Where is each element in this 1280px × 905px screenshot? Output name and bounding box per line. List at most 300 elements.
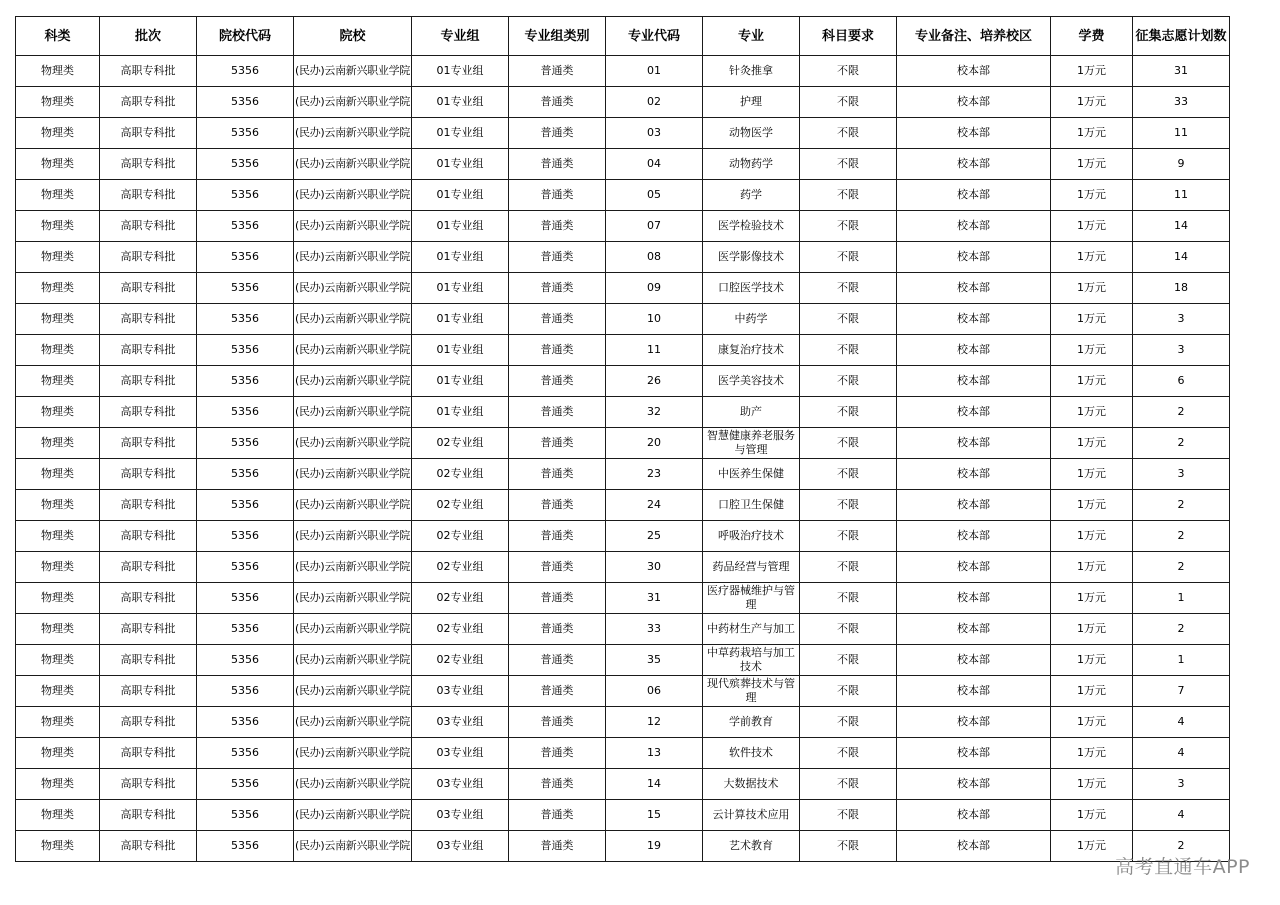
cell-subject: 物理类 (16, 831, 100, 862)
cell-requirement: 不限 (800, 149, 897, 180)
table-row (16, 87, 1230, 118)
table-row (16, 583, 1230, 614)
cell-requirement: 不限 (800, 645, 897, 676)
cell-campus: 校本部 (897, 521, 1051, 552)
cell-school: (民办)云南新兴职业学院 (294, 676, 412, 707)
cell-requirement: 不限 (800, 211, 897, 242)
cell-campus: 校本部 (897, 738, 1051, 769)
cell-tuition: 1万元 (1051, 676, 1133, 707)
table-row (16, 304, 1230, 335)
cell-plan: 2 (1133, 397, 1230, 428)
cell-subject: 物理类 (16, 149, 100, 180)
cell-group-type: 普通类 (509, 211, 606, 242)
col-header-batch: 批次 (100, 17, 197, 56)
cell-requirement: 不限 (800, 397, 897, 428)
cell-group-type: 普通类 (509, 521, 606, 552)
cell-subject: 物理类 (16, 800, 100, 831)
cell-school: (民办)云南新兴职业学院 (294, 831, 412, 862)
cell-group-type: 普通类 (509, 552, 606, 583)
cell-tuition: 1万元 (1051, 428, 1133, 459)
cell-plan: 33 (1133, 87, 1230, 118)
cell-major-code: 01 (606, 56, 703, 87)
cell-campus: 校本部 (897, 180, 1051, 211)
cell-major: 动物药学 (703, 149, 800, 180)
cell-tuition: 1万元 (1051, 769, 1133, 800)
cell-tuition: 1万元 (1051, 459, 1133, 490)
cell-subject: 物理类 (16, 273, 100, 304)
cell-requirement: 不限 (800, 521, 897, 552)
cell-major: 口腔卫生保健 (703, 490, 800, 521)
col-header-tuition: 学费 (1051, 17, 1133, 56)
cell-requirement: 不限 (800, 304, 897, 335)
cell-school: (民办)云南新兴职业学院 (294, 242, 412, 273)
cell-major-code: 07 (606, 211, 703, 242)
cell-group-type: 普通类 (509, 118, 606, 149)
cell-campus: 校本部 (897, 118, 1051, 149)
cell-group: 01专业组 (412, 87, 509, 118)
cell-school: (民办)云南新兴职业学院 (294, 211, 412, 242)
cell-school: (民办)云南新兴职业学院 (294, 521, 412, 552)
cell-major-code: 10 (606, 304, 703, 335)
cell-batch: 高职专科批 (100, 676, 197, 707)
cell-major: 医学检验技术 (703, 211, 800, 242)
cell-tuition: 1万元 (1051, 707, 1133, 738)
cell-batch: 高职专科批 (100, 645, 197, 676)
cell-school: (民办)云南新兴职业学院 (294, 707, 412, 738)
cell-group-type: 普通类 (509, 335, 606, 366)
cell-school-code: 5356 (197, 676, 294, 707)
cell-subject: 物理类 (16, 335, 100, 366)
cell-group: 03专业组 (412, 738, 509, 769)
cell-major-code: 25 (606, 521, 703, 552)
table-row (16, 738, 1230, 769)
cell-subject: 物理类 (16, 738, 100, 769)
cell-subject: 物理类 (16, 180, 100, 211)
cell-plan: 11 (1133, 180, 1230, 211)
cell-tuition: 1万元 (1051, 335, 1133, 366)
table-row (16, 366, 1230, 397)
table-header (16, 17, 1230, 56)
cell-subject: 物理类 (16, 87, 100, 118)
cell-requirement: 不限 (800, 273, 897, 304)
cell-subject: 物理类 (16, 769, 100, 800)
cell-tuition: 1万元 (1051, 118, 1133, 149)
cell-group-type: 普通类 (509, 769, 606, 800)
cell-requirement: 不限 (800, 769, 897, 800)
cell-school: (民办)云南新兴职业学院 (294, 428, 412, 459)
cell-major-code: 33 (606, 614, 703, 645)
cell-major-code: 06 (606, 676, 703, 707)
cell-subject: 物理类 (16, 242, 100, 273)
cell-batch: 高职专科批 (100, 490, 197, 521)
cell-group-type: 普通类 (509, 831, 606, 862)
cell-major: 现代殡葬技术与管理 (703, 676, 800, 707)
cell-group-type: 普通类 (509, 304, 606, 335)
cell-subject: 物理类 (16, 459, 100, 490)
cell-school-code: 5356 (197, 769, 294, 800)
cell-group: 03专业组 (412, 769, 509, 800)
cell-school: (民办)云南新兴职业学院 (294, 583, 412, 614)
cell-school: (民办)云南新兴职业学院 (294, 366, 412, 397)
cell-major: 药品经营与管理 (703, 552, 800, 583)
cell-tuition: 1万元 (1051, 738, 1133, 769)
col-header-group-type: 专业组类别 (509, 17, 606, 56)
cell-major-code: 30 (606, 552, 703, 583)
cell-campus: 校本部 (897, 242, 1051, 273)
table-row (16, 769, 1230, 800)
cell-school-code: 5356 (197, 366, 294, 397)
cell-requirement: 不限 (800, 490, 897, 521)
cell-group: 02专业组 (412, 614, 509, 645)
cell-batch: 高职专科批 (100, 769, 197, 800)
table-row (16, 56, 1230, 87)
cell-batch: 高职专科批 (100, 614, 197, 645)
cell-group: 03专业组 (412, 707, 509, 738)
cell-major-code: 11 (606, 335, 703, 366)
cell-school-code: 5356 (197, 645, 294, 676)
cell-batch: 高职专科批 (100, 335, 197, 366)
cell-batch: 高职专科批 (100, 56, 197, 87)
cell-group-type: 普通类 (509, 645, 606, 676)
cell-school: (民办)云南新兴职业学院 (294, 304, 412, 335)
cell-school: (民办)云南新兴职业学院 (294, 738, 412, 769)
table-row (16, 521, 1230, 552)
cell-school: (民办)云南新兴职业学院 (294, 769, 412, 800)
cell-requirement: 不限 (800, 707, 897, 738)
cell-group: 01专业组 (412, 366, 509, 397)
table-row (16, 428, 1230, 459)
cell-plan: 11 (1133, 118, 1230, 149)
cell-school-code: 5356 (197, 738, 294, 769)
col-header-school: 院校 (294, 17, 412, 56)
cell-campus: 校本部 (897, 552, 1051, 583)
admission-plan-sheet (15, 16, 1230, 862)
cell-major-code: 15 (606, 800, 703, 831)
cell-school-code: 5356 (197, 180, 294, 211)
cell-tuition: 1万元 (1051, 56, 1133, 87)
cell-major: 康复治疗技术 (703, 335, 800, 366)
cell-batch: 高职专科批 (100, 87, 197, 118)
cell-requirement: 不限 (800, 87, 897, 118)
cell-plan: 4 (1133, 707, 1230, 738)
cell-requirement: 不限 (800, 335, 897, 366)
cell-school-code: 5356 (197, 614, 294, 645)
cell-campus: 校本部 (897, 335, 1051, 366)
cell-group: 01专业组 (412, 211, 509, 242)
cell-major-code: 35 (606, 645, 703, 676)
cell-batch: 高职专科批 (100, 273, 197, 304)
cell-school-code: 5356 (197, 831, 294, 862)
cell-major: 医学美容技术 (703, 366, 800, 397)
cell-major: 艺术教育 (703, 831, 800, 862)
cell-requirement: 不限 (800, 180, 897, 211)
cell-major-code: 12 (606, 707, 703, 738)
col-header-campus: 专业备注、培养校区 (897, 17, 1051, 56)
table-row (16, 397, 1230, 428)
cell-school-code: 5356 (197, 56, 294, 87)
cell-batch: 高职专科批 (100, 428, 197, 459)
cell-campus: 校本部 (897, 366, 1051, 397)
cell-subject: 物理类 (16, 645, 100, 676)
col-header-subject: 科类 (16, 17, 100, 56)
cell-requirement: 不限 (800, 459, 897, 490)
cell-school: (民办)云南新兴职业学院 (294, 180, 412, 211)
cell-major: 护理 (703, 87, 800, 118)
cell-group: 03专业组 (412, 831, 509, 862)
cell-campus: 校本部 (897, 831, 1051, 862)
cell-major-code: 02 (606, 87, 703, 118)
cell-major-code: 08 (606, 242, 703, 273)
cell-major: 助产 (703, 397, 800, 428)
cell-requirement: 不限 (800, 366, 897, 397)
cell-plan: 9 (1133, 149, 1230, 180)
cell-group: 02专业组 (412, 459, 509, 490)
cell-subject: 物理类 (16, 614, 100, 645)
cell-batch: 高职专科批 (100, 583, 197, 614)
cell-group: 02专业组 (412, 428, 509, 459)
cell-plan: 2 (1133, 614, 1230, 645)
col-header-plan: 征集志愿计划数 (1133, 17, 1230, 56)
cell-campus: 校本部 (897, 211, 1051, 242)
cell-campus: 校本部 (897, 645, 1051, 676)
cell-group: 03专业组 (412, 800, 509, 831)
cell-school-code: 5356 (197, 428, 294, 459)
cell-subject: 物理类 (16, 707, 100, 738)
cell-school-code: 5356 (197, 242, 294, 273)
cell-major: 智慧健康养老服务与管理 (703, 428, 800, 459)
cell-plan: 4 (1133, 800, 1230, 831)
cell-group: 01专业组 (412, 304, 509, 335)
col-header-requirement: 科目要求 (800, 17, 897, 56)
cell-tuition: 1万元 (1051, 211, 1133, 242)
cell-subject: 物理类 (16, 397, 100, 428)
cell-batch: 高职专科批 (100, 831, 197, 862)
cell-school: (民办)云南新兴职业学院 (294, 800, 412, 831)
cell-campus: 校本部 (897, 428, 1051, 459)
cell-requirement: 不限 (800, 614, 897, 645)
cell-requirement: 不限 (800, 118, 897, 149)
cell-major: 呼吸治疗技术 (703, 521, 800, 552)
cell-tuition: 1万元 (1051, 800, 1133, 831)
cell-school-code: 5356 (197, 583, 294, 614)
cell-major-code: 20 (606, 428, 703, 459)
cell-major: 软件技术 (703, 738, 800, 769)
cell-school-code: 5356 (197, 87, 294, 118)
cell-batch: 高职专科批 (100, 211, 197, 242)
cell-major-code: 31 (606, 583, 703, 614)
cell-campus: 校本部 (897, 583, 1051, 614)
cell-school: (民办)云南新兴职业学院 (294, 645, 412, 676)
cell-tuition: 1万元 (1051, 831, 1133, 862)
table-row (16, 335, 1230, 366)
cell-group: 01专业组 (412, 242, 509, 273)
cell-school: (民办)云南新兴职业学院 (294, 273, 412, 304)
cell-tuition: 1万元 (1051, 645, 1133, 676)
cell-group-type: 普通类 (509, 56, 606, 87)
cell-subject: 物理类 (16, 490, 100, 521)
cell-school: (民办)云南新兴职业学院 (294, 87, 412, 118)
cell-campus: 校本部 (897, 490, 1051, 521)
cell-tuition: 1万元 (1051, 552, 1133, 583)
cell-group: 01专业组 (412, 56, 509, 87)
cell-major-code: 03 (606, 118, 703, 149)
cell-major-code: 19 (606, 831, 703, 862)
cell-school: (民办)云南新兴职业学院 (294, 397, 412, 428)
cell-subject: 物理类 (16, 552, 100, 583)
cell-school: (民办)云南新兴职业学院 (294, 118, 412, 149)
cell-plan: 2 (1133, 428, 1230, 459)
cell-requirement: 不限 (800, 242, 897, 273)
cell-plan: 18 (1133, 273, 1230, 304)
cell-tuition: 1万元 (1051, 87, 1133, 118)
cell-group: 02专业组 (412, 521, 509, 552)
cell-group-type: 普通类 (509, 180, 606, 211)
cell-major: 中医养生保健 (703, 459, 800, 490)
table-row (16, 552, 1230, 583)
cell-requirement: 不限 (800, 428, 897, 459)
cell-tuition: 1万元 (1051, 180, 1133, 211)
cell-tuition: 1万元 (1051, 521, 1133, 552)
cell-group-type: 普通类 (509, 490, 606, 521)
cell-school-code: 5356 (197, 149, 294, 180)
cell-plan: 31 (1133, 56, 1230, 87)
cell-school-code: 5356 (197, 459, 294, 490)
cell-school-code: 5356 (197, 707, 294, 738)
cell-group: 02专业组 (412, 490, 509, 521)
cell-school: (民办)云南新兴职业学院 (294, 149, 412, 180)
cell-subject: 物理类 (16, 211, 100, 242)
cell-group-type: 普通类 (509, 428, 606, 459)
table-row (16, 707, 1230, 738)
cell-tuition: 1万元 (1051, 614, 1133, 645)
cell-batch: 高职专科批 (100, 707, 197, 738)
cell-batch: 高职专科批 (100, 180, 197, 211)
cell-group: 01专业组 (412, 335, 509, 366)
cell-major-code: 05 (606, 180, 703, 211)
cell-school: (民办)云南新兴职业学院 (294, 552, 412, 583)
cell-plan: 1 (1133, 583, 1230, 614)
table-row (16, 831, 1230, 862)
cell-batch: 高职专科批 (100, 521, 197, 552)
cell-group-type: 普通类 (509, 149, 606, 180)
cell-major-code: 23 (606, 459, 703, 490)
cell-group-type: 普通类 (509, 366, 606, 397)
cell-group-type: 普通类 (509, 707, 606, 738)
cell-group-type: 普通类 (509, 738, 606, 769)
cell-group: 02专业组 (412, 583, 509, 614)
cell-major-code: 04 (606, 149, 703, 180)
cell-tuition: 1万元 (1051, 397, 1133, 428)
cell-school: (民办)云南新兴职业学院 (294, 614, 412, 645)
cell-campus: 校本部 (897, 614, 1051, 645)
cell-tuition: 1万元 (1051, 304, 1133, 335)
cell-major: 药学 (703, 180, 800, 211)
cell-campus: 校本部 (897, 707, 1051, 738)
table-row (16, 180, 1230, 211)
cell-tuition: 1万元 (1051, 366, 1133, 397)
cell-subject: 物理类 (16, 583, 100, 614)
table-row (16, 273, 1230, 304)
cell-school-code: 5356 (197, 304, 294, 335)
cell-subject: 物理类 (16, 118, 100, 149)
cell-batch: 高职专科批 (100, 149, 197, 180)
cell-major-code: 14 (606, 769, 703, 800)
cell-plan: 3 (1133, 304, 1230, 335)
cell-school-code: 5356 (197, 273, 294, 304)
cell-major: 医学影像技术 (703, 242, 800, 273)
cell-major-code: 13 (606, 738, 703, 769)
cell-major: 中草药栽培与加工技术 (703, 645, 800, 676)
cell-batch: 高职专科批 (100, 738, 197, 769)
cell-batch: 高职专科批 (100, 366, 197, 397)
admission-plan-table (15, 16, 1230, 862)
table-row (16, 149, 1230, 180)
cell-major: 中药材生产与加工 (703, 614, 800, 645)
cell-major: 口腔医学技术 (703, 273, 800, 304)
cell-major-code: 24 (606, 490, 703, 521)
cell-major: 动物医学 (703, 118, 800, 149)
app-watermark: 高考直通车APP (1115, 856, 1250, 878)
table-row (16, 645, 1230, 676)
cell-group: 01专业组 (412, 149, 509, 180)
cell-group: 01专业组 (412, 180, 509, 211)
col-header-group: 专业组 (412, 17, 509, 56)
cell-plan: 4 (1133, 738, 1230, 769)
cell-campus: 校本部 (897, 676, 1051, 707)
cell-tuition: 1万元 (1051, 242, 1133, 273)
cell-group-type: 普通类 (509, 583, 606, 614)
table-row (16, 614, 1230, 645)
cell-group-type: 普通类 (509, 87, 606, 118)
cell-campus: 校本部 (897, 87, 1051, 118)
cell-major-code: 09 (606, 273, 703, 304)
cell-batch: 高职专科批 (100, 397, 197, 428)
cell-campus: 校本部 (897, 459, 1051, 490)
cell-school-code: 5356 (197, 335, 294, 366)
cell-subject: 物理类 (16, 366, 100, 397)
table-row (16, 242, 1230, 273)
cell-group: 01专业组 (412, 273, 509, 304)
cell-school: (民办)云南新兴职业学院 (294, 56, 412, 87)
cell-requirement: 不限 (800, 56, 897, 87)
table-row (16, 118, 1230, 149)
table-row (16, 800, 1230, 831)
cell-subject: 物理类 (16, 304, 100, 335)
cell-school-code: 5356 (197, 521, 294, 552)
cell-plan: 14 (1133, 211, 1230, 242)
cell-group-type: 普通类 (509, 800, 606, 831)
cell-batch: 高职专科批 (100, 800, 197, 831)
cell-group-type: 普通类 (509, 614, 606, 645)
cell-plan: 3 (1133, 459, 1230, 490)
cell-major: 中药学 (703, 304, 800, 335)
cell-requirement: 不限 (800, 738, 897, 769)
cell-school-code: 5356 (197, 211, 294, 242)
cell-plan: 14 (1133, 242, 1230, 273)
cell-campus: 校本部 (897, 273, 1051, 304)
cell-requirement: 不限 (800, 552, 897, 583)
cell-group: 02专业组 (412, 552, 509, 583)
cell-plan: 2 (1133, 521, 1230, 552)
cell-plan: 1 (1133, 645, 1230, 676)
cell-batch: 高职专科批 (100, 552, 197, 583)
cell-school: (民办)云南新兴职业学院 (294, 335, 412, 366)
cell-plan: 3 (1133, 769, 1230, 800)
cell-batch: 高职专科批 (100, 304, 197, 335)
table-row (16, 676, 1230, 707)
cell-subject: 物理类 (16, 428, 100, 459)
cell-tuition: 1万元 (1051, 490, 1133, 521)
